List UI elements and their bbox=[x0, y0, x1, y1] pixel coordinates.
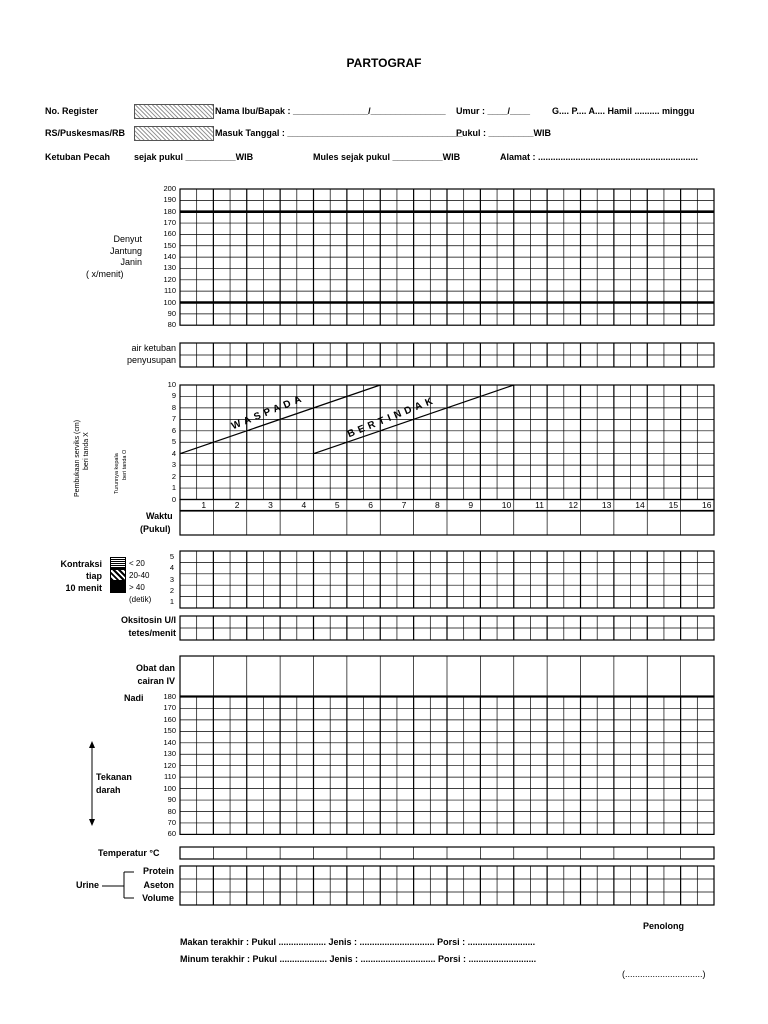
makan-terakhir-field[interactable]: Makan terakhir : Pukul ................... Jenis : .............................. Porsi : ........................... bbox=[180, 937, 536, 947]
scale-tick: 1 bbox=[169, 597, 174, 607]
darah-label: darah bbox=[96, 785, 121, 795]
penolong-label: Penolong bbox=[643, 921, 684, 931]
bertindak-label: BERTINDAK bbox=[346, 394, 439, 441]
scale-tick: 9 bbox=[171, 391, 176, 401]
hour-label: 16 bbox=[702, 499, 712, 510]
oksitosin-label: Oksitosin U/I bbox=[120, 615, 176, 625]
hour-label: 5 bbox=[334, 499, 340, 510]
hour-label: 10 bbox=[501, 499, 512, 510]
umur-field[interactable]: Umur : ____/____ bbox=[456, 106, 531, 116]
cairan-label: cairan IV bbox=[137, 676, 175, 686]
aseton-label: Aseton bbox=[143, 880, 174, 890]
scale-tick: 4 bbox=[169, 563, 174, 573]
scale-tick: 120 bbox=[163, 760, 176, 770]
page-title: PARTOGRAF bbox=[346, 56, 422, 70]
scale-tick: 70 bbox=[167, 817, 176, 827]
hour-label: 9 bbox=[468, 499, 474, 510]
hour-label: 15 bbox=[668, 499, 679, 510]
scale-tick: 4 bbox=[171, 448, 176, 458]
gpa-field[interactable]: G.... P.... A.... Hamil .......... minggu bbox=[552, 106, 695, 116]
scale-tick: 5 bbox=[171, 437, 176, 447]
scale-tick: 100 bbox=[163, 783, 176, 793]
scale-tick: 110 bbox=[164, 286, 176, 296]
scale-tick: 140 bbox=[163, 252, 176, 262]
hour-label: 12 bbox=[568, 499, 578, 510]
waktu-label: Waktu bbox=[146, 511, 173, 521]
legend-detik: (detik) bbox=[129, 595, 152, 604]
hour-label: 4 bbox=[301, 499, 307, 510]
scale-tick: 200 bbox=[163, 184, 176, 193]
pembukaan-serviks-label: Pembukaan serviks (cm) bbox=[74, 419, 81, 497]
arrow-down-icon bbox=[89, 819, 95, 826]
scale-tick: 90 bbox=[167, 795, 176, 805]
rs-label: RS/Puskesmas/RB bbox=[45, 128, 126, 138]
hour-label: 7 bbox=[401, 499, 407, 510]
tekanan-label: Tekanan bbox=[96, 772, 132, 782]
air-ketuban-label: air ketuban bbox=[131, 343, 176, 353]
hour-label: 14 bbox=[635, 499, 645, 510]
scale-tick: 170 bbox=[163, 218, 176, 228]
scale-tick: 190 bbox=[163, 195, 176, 205]
hour-label: 13 bbox=[601, 499, 612, 510]
legend-lt20: < 20 bbox=[129, 559, 145, 568]
tetes-label: tetes/menit bbox=[128, 628, 176, 638]
mules-field[interactable]: Mules sejak pukul __________WIB bbox=[313, 152, 461, 162]
ketuban-label: Ketuban Pecah bbox=[45, 152, 111, 162]
scale-tick: 100 bbox=[163, 297, 176, 307]
protein-label: Protein bbox=[142, 866, 174, 876]
scale-tick: 160 bbox=[163, 229, 176, 239]
scale-tick: 180 bbox=[163, 206, 176, 216]
scale-tick: 90 bbox=[167, 308, 176, 318]
scale-tick: 160 bbox=[163, 714, 176, 724]
scale-tick: 3 bbox=[169, 574, 174, 584]
scale-tick: 110 bbox=[164, 772, 176, 782]
scale-tick: 80 bbox=[167, 806, 176, 816]
scale-tick: 3 bbox=[171, 460, 176, 470]
scale-tick: 130 bbox=[163, 749, 176, 759]
hour-label: 11 bbox=[535, 499, 544, 510]
hour-label: 8 bbox=[435, 499, 440, 510]
temperatur-label: Temperatur °C bbox=[98, 848, 160, 858]
djj-unit: ( x/menit) bbox=[86, 269, 124, 279]
scale-tick: 1 bbox=[171, 483, 176, 493]
scale-tick: 60 bbox=[167, 829, 176, 839]
no-register-label: No. Register bbox=[45, 106, 99, 116]
penyusupan-label: penyusupan bbox=[126, 355, 176, 365]
hour-label: 3 bbox=[268, 499, 273, 510]
urine-label: Urine bbox=[76, 880, 100, 890]
hour-label: 6 bbox=[368, 499, 373, 510]
djj-label: Denyut Jantung Janin bbox=[109, 234, 142, 267]
alamat-field[interactable]: Alamat : ................................................................ bbox=[500, 152, 699, 162]
legend-gt40: > 40 bbox=[129, 583, 145, 592]
kontraksi-label: Kontraksi tiap 10 menit bbox=[60, 559, 102, 593]
scale-tick: 170 bbox=[163, 703, 176, 713]
scale-tick: 150 bbox=[163, 726, 176, 736]
sejak-pukul-field[interactable]: sejak pukul __________WIB bbox=[134, 152, 254, 162]
nadi-label: Nadi bbox=[124, 693, 144, 703]
scale-tick: 7 bbox=[171, 414, 176, 424]
scale-tick: 140 bbox=[163, 737, 176, 747]
hour-label: 1 bbox=[201, 499, 207, 510]
legend-20-40: 20-40 bbox=[129, 571, 150, 580]
turunnya-kepala-label: Turunnya kepala bbox=[114, 453, 120, 494]
scale-tick: 5 bbox=[169, 551, 174, 561]
scale-tick: 10 bbox=[167, 380, 176, 389]
scale-tick: 2 bbox=[171, 471, 176, 481]
beri-tanda-o-label: beri tanda O bbox=[122, 449, 128, 480]
scale-tick: 130 bbox=[163, 263, 176, 273]
obat-label: Obat dan bbox=[135, 663, 175, 673]
scale-tick: 8 bbox=[171, 402, 176, 412]
scale-tick: 80 bbox=[167, 320, 176, 330]
waspada-label: WASPADA bbox=[230, 392, 307, 433]
pukul-field[interactable]: Pukul : _________WIB bbox=[456, 128, 552, 138]
scale-tick: 0 bbox=[171, 494, 176, 504]
arrow-up-icon bbox=[89, 741, 95, 748]
hour-label: 2 bbox=[234, 499, 240, 510]
masuk-tanggal-field[interactable]: Masuk Tanggal : ___________________________________ bbox=[215, 128, 463, 138]
minum-terakhir-field[interactable]: Minum terakhir : Pukul ................... Jenis : .............................. Porsi : ........................... bbox=[180, 954, 537, 964]
scale-tick: 150 bbox=[163, 240, 176, 250]
scale-tick: 2 bbox=[169, 585, 174, 595]
nama-ibu-field[interactable]: Nama Ibu/Bapak : _______________/_______________ bbox=[215, 106, 446, 116]
scale-tick: 180 bbox=[163, 692, 176, 701]
scale-tick: 6 bbox=[171, 425, 176, 435]
signature-field[interactable]: (...............................) bbox=[622, 969, 706, 979]
pukul-label: (Pukul) bbox=[140, 524, 171, 534]
scale-tick: 120 bbox=[163, 274, 176, 284]
beri-tanda-x-label: beri tanda X bbox=[83, 432, 90, 470]
volume-label: Volume bbox=[142, 893, 174, 903]
